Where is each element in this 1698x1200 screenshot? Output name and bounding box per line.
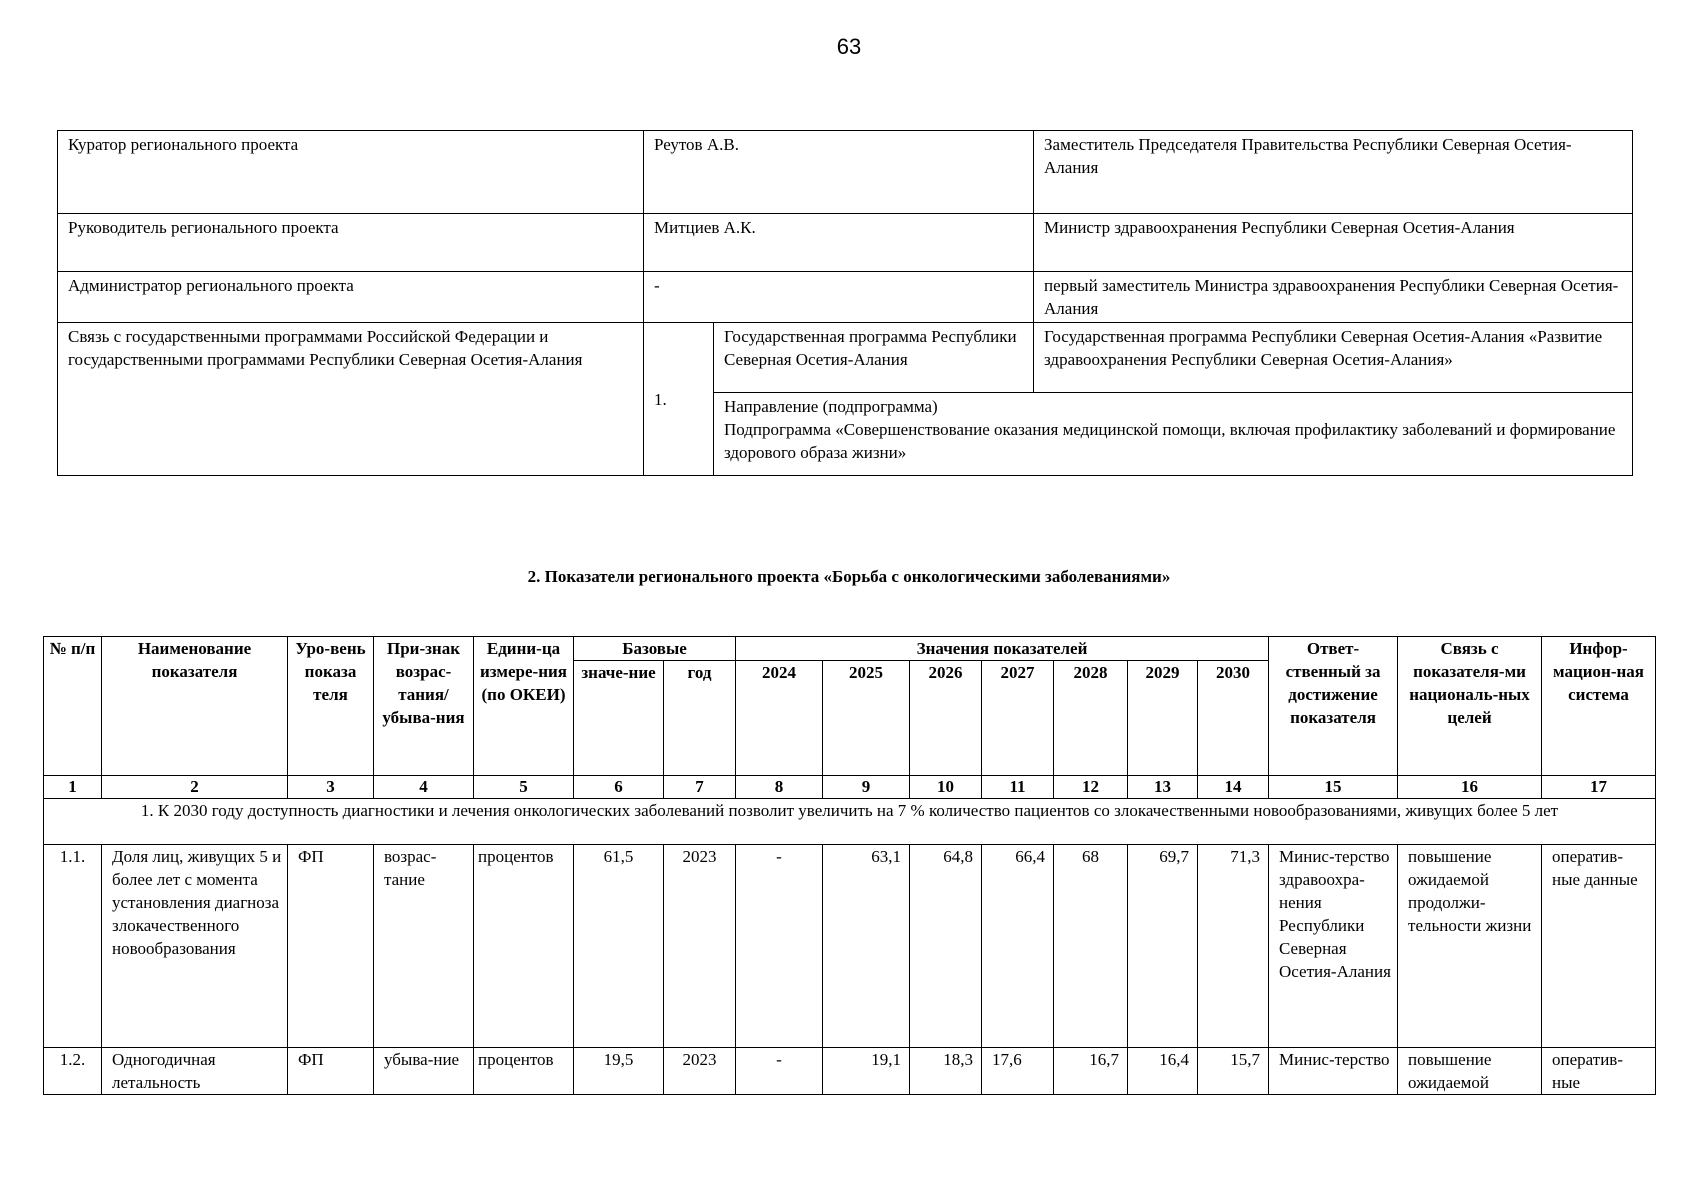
row-value-2026: 18,3: [910, 1048, 982, 1095]
row-value-2024: -: [736, 845, 823, 1048]
header-info-system: Инфор-мацион-ная система: [1542, 637, 1656, 776]
header-responsible: Ответ-ственный за достижение показателя: [1269, 637, 1398, 776]
row-responsible: Минис-терство здравоохра-нения Республики Северная Осетия-Алания: [1269, 845, 1398, 1048]
subprogram-cell: [714, 393, 1633, 476]
column-number: 12: [1054, 776, 1128, 799]
header-year-2029: 2029: [1128, 661, 1198, 776]
column-number: 9: [823, 776, 910, 799]
row-link: повышение ожидаемой: [1398, 1048, 1542, 1095]
link-label: Связь с государственными программами Российской Федерации и государственными программами Республики Северная Осетия-Алания: [58, 323, 644, 476]
column-number: 7: [664, 776, 736, 799]
row-value-2028: 68: [1054, 845, 1128, 1048]
row-value-2025: 19,1: [823, 1048, 910, 1095]
header-trend: При-знак возрас-тания/ убыва-ния: [374, 637, 474, 776]
header-base: Базовые: [574, 637, 736, 661]
header-level: Уро-вень показа теля: [288, 637, 374, 776]
column-number: 15: [1269, 776, 1398, 799]
column-number: 11: [982, 776, 1054, 799]
row-value-2025: 63,1: [823, 845, 910, 1048]
row-base-year: 2023: [664, 1048, 736, 1095]
head-position: Министр здравоохранения Республики Северная Осетия-Алания: [1034, 214, 1633, 272]
header-base-value: значе-ние: [574, 661, 664, 776]
column-number: 6: [574, 776, 664, 799]
column-number: 5: [474, 776, 574, 799]
column-number: 2: [102, 776, 288, 799]
row-info-system: оператив-ные данные: [1542, 845, 1656, 1048]
row-name: Одногодичная летальность: [102, 1048, 288, 1095]
header-year-2028: 2028: [1054, 661, 1128, 776]
row-value-2029: 16,4: [1128, 1048, 1198, 1095]
table-row: [44, 845, 1656, 1048]
admin-name: -: [644, 272, 1034, 323]
section-title: 2. Показатели регионального проекта «Борьба с онкологическими заболеваниями»: [527, 567, 1171, 586]
curator-name: Реутов А.В.: [644, 131, 1034, 214]
row-value-2027: 17,6: [982, 1048, 1054, 1095]
row-trend: возрас-тание: [374, 845, 474, 1048]
goal-row: 1. К 2030 году доступность диагностики и лечения онкологических заболеваний позволит увеличить на 7 % количество пациентов со злокачественными новообразованиями, живущих более 5 лет: [44, 799, 1656, 845]
row-name: Доля лиц, живущих 5 и более лет с момента установления диагноза злокачественного новообразования: [102, 845, 288, 1048]
row-level: ФП: [288, 845, 374, 1048]
header-link: Связь с показателя-ми националь-ных целей: [1398, 637, 1542, 776]
header-year-2027: 2027: [982, 661, 1054, 776]
admin-label: Администратор регионального проекта: [58, 272, 644, 323]
row-value-2027: 66,4: [982, 845, 1054, 1048]
row-link: повышение ожидаемой продолжи-тельности жизни: [1398, 845, 1542, 1048]
row-value-2024: -: [736, 1048, 823, 1095]
row-base-value: 19,5: [574, 1048, 664, 1095]
row-unit: процентов: [474, 1048, 574, 1095]
header-year-2025: 2025: [823, 661, 910, 776]
column-number: 14: [1198, 776, 1269, 799]
row-value-2029: 69,7: [1128, 845, 1198, 1048]
column-number: 17: [1542, 776, 1656, 799]
head-name: Митциев А.К.: [644, 214, 1034, 272]
curator-position: Заместитель Председателя Правительства Республики Северная Осетия-Алания: [1034, 131, 1633, 214]
header-base-year: год: [664, 661, 736, 776]
row-value-2030: 15,7: [1198, 1048, 1269, 1095]
row-info-system: оператив-ные: [1542, 1048, 1656, 1095]
column-number: 4: [374, 776, 474, 799]
program-name: Государственная программа Республики Северная Осетия-Алания «Развитие здравоохранения Республики Северная Осетия-Алания»: [1034, 323, 1633, 393]
page-number: 63: [836, 34, 862, 59]
head-label: Руководитель регионального проекта: [58, 214, 644, 272]
header-year-2030: 2030: [1198, 661, 1269, 776]
row-base-year: 2023: [664, 845, 736, 1048]
project-info-table: [57, 130, 1633, 476]
header-unit: Едини-ца измере-ния (по ОКЕИ): [474, 637, 574, 776]
row-num: 1.1.: [44, 845, 102, 1048]
header-values: Значения показателей: [736, 637, 1269, 661]
program-label: Государственная программа Республики Северная Осетия-Алания: [714, 323, 1034, 393]
header-name: Наименование показателя: [102, 637, 288, 776]
row-value-2028: 16,7: [1054, 1048, 1128, 1095]
header-num: № п/п: [44, 637, 102, 776]
header-year-2024: 2024: [736, 661, 823, 776]
row-value-2026: 64,8: [910, 845, 982, 1048]
column-number: 13: [1128, 776, 1198, 799]
curator-label: Куратор регионального проекта: [58, 131, 644, 214]
subprogram-label: Направление (подпрограмма): [724, 397, 938, 416]
table-row: [44, 1048, 1656, 1095]
row-responsible: Минис-терство: [1269, 1048, 1398, 1095]
row-trend: убыва-ние: [374, 1048, 474, 1095]
column-number: 3: [288, 776, 374, 799]
row-unit: процентов: [474, 845, 574, 1048]
column-number: 16: [1398, 776, 1542, 799]
header-year-2026: 2026: [910, 661, 982, 776]
link-number: 1.: [644, 323, 714, 476]
column-number: 1: [44, 776, 102, 799]
row-value-2030: 71,3: [1198, 845, 1269, 1048]
column-number: 8: [736, 776, 823, 799]
row-base-value: 61,5: [574, 845, 664, 1048]
column-number: 10: [910, 776, 982, 799]
subprogram-name: Подпрограмма «Совершенствование оказания медицинской помощи, включая профилактику заболеваний и формирование здорового образа жизни»: [724, 420, 1616, 462]
indicators-table: [43, 636, 1656, 1095]
admin-position: первый заместитель Министра здравоохранения Республики Северная Осетия-Алания: [1034, 272, 1633, 323]
row-num: 1.2.: [44, 1048, 102, 1095]
row-level: ФП: [288, 1048, 374, 1095]
